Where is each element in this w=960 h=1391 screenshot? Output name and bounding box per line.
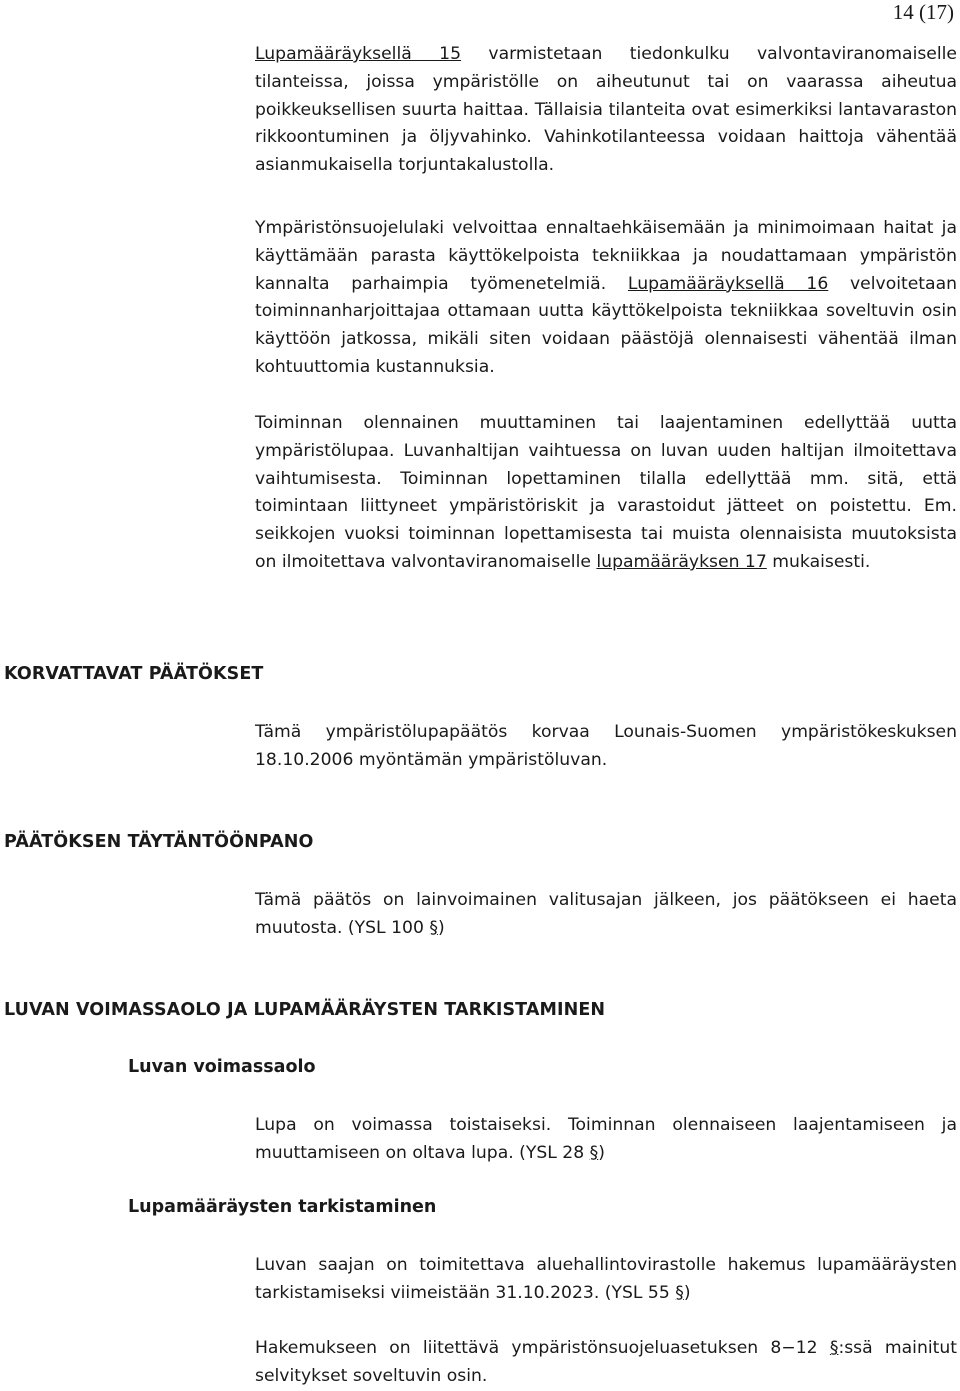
paragraph-text: Hakemukseen on liitettävä ympäristönsuojeluasetuksen 8−12 xyxy=(255,1338,830,1358)
paragraph-korvattavat: Tämä ympäristölupapäätös korvaa Lounais-Suomen ympäristökeskuksen 18.10.2006 myöntämän ympäristöluvan. xyxy=(255,722,957,770)
paragraph-taytantoonpano xyxy=(255,887,957,943)
paragraph-text: varmistetaan tiedonkulku valvontaviranomaiselle tilanteissa, joissa ympäristölle on aiheutunut tai on vaarassa aiheutua poikkeuksellisen suurta haittaa. Tällaisia tilanteita ovat esimerkiksi lantavaraston rikkoontuminen ja öljyvahinko. Vahinkotilanteessa voidaan haittoja vähentää asianmukaisella torjuntakalustolla. xyxy=(255,44,957,176)
link-lupamaarays-16[interactable]: Lupamääräyksellä 16 xyxy=(627,273,829,294)
subheading-lupamaaraysten-tarkistaminen: Lupamääräysten tarkistaminen xyxy=(128,1197,437,1217)
link-lupamaarays-15[interactable]: Lupamääräyksellä 15 xyxy=(255,44,462,64)
paragraph-tarkistaminen-hakemus xyxy=(255,1252,957,1308)
section-sign-link[interactable]: § xyxy=(829,1338,839,1358)
paragraph-lupamaarays-17 xyxy=(255,410,957,577)
heading-paatoksen-taytantoonpano: PÄÄTÖKSEN TÄYTÄNTÖÖNPANO xyxy=(4,832,314,852)
section-sign-link[interactable]: § xyxy=(675,1282,684,1303)
section-sign-link[interactable]: § xyxy=(589,1142,599,1163)
section-sign-link[interactable]: § xyxy=(429,917,438,938)
paragraph-text: :ssä mainitut selvitykset soveltuvin osin. xyxy=(255,1338,957,1386)
heading-luvan-voimassaolo-tarkistaminen: LUVAN VOIMASSAOLO JA LUPAMÄÄRÄYSTEN TARKISTAMINEN xyxy=(4,1000,606,1020)
page-number: 14 (17) xyxy=(892,0,954,24)
paragraph-text: ) xyxy=(437,917,445,938)
paragraph-tarkistaminen-liitteet xyxy=(255,1335,957,1391)
paragraph-text: mukaisesti. xyxy=(766,551,871,572)
paragraph-lupamaarays-15 xyxy=(255,41,957,180)
paragraph-text: Ympäristönsuojelulaki velvoittaa ennaltaehkäisemään ja minimoimaan haitat ja käyttämään parasta käyttökelpoista tekniikkaa ja noudattamaan ympäristön kannalta parhaimpia työmenetelmiä. xyxy=(255,218,957,294)
paragraph-text: Toiminnan olennainen muuttaminen tai laajentaminen edellyttää uutta ympäristölupaa. Luvanhaltijan vaihtuessa on luvan uuden haltijan ilmoitettava vaihtumisesta. Toiminnan lopettaminen tilalla edellyttää mm. sitä, että toimintaan liittyneet ympäristöriskit ja varastoidut jätteet on poistettu. Em. seikkojen vuoksi toiminnan lopettamisesta tai muista olennaisista muutoksista on ilmoitettava valvontaviranomaiselle xyxy=(255,413,957,572)
paragraph-text: ) xyxy=(683,1282,691,1303)
paragraph-lupamaarays-16 xyxy=(255,215,957,382)
paragraph-text: Lupa on voimassa toistaiseksi. Toiminnan olennaiseen laajentamiseen ja muuttamiseen on oltava lupa. (YSL 28 xyxy=(255,1115,957,1163)
paragraph-text: ) xyxy=(598,1142,605,1163)
paragraph-voimassaolo xyxy=(255,1112,957,1168)
link-lupamaarays-17[interactable]: lupamääräyksen 17 xyxy=(596,551,767,572)
paragraph-text: Tämä päätös on lainvoimainen valitusajan jälkeen, jos päätökseen ei haeta muutosta. (YSL 100 xyxy=(255,890,957,938)
heading-korvattavat-paatokset: KORVATTAVAT PÄÄTÖKSET xyxy=(4,664,264,684)
paragraph-text: velvoitetaan toiminnanharjoittajaa ottamaan uutta käyttökelpoista tekniikkaa soveltuvin osin käyttöön jatkossa, mikäli siten voidaan päästöjä olennaisesti vähentää ilman kohtuuttomia kustannuksia. xyxy=(255,273,958,377)
subheading-luvan-voimassaolo: Luvan voimassaolo xyxy=(128,1057,316,1077)
paragraph-text: Luvan saajan on toimitettava aluehallintovirastolle hakemus lupamääräysten tarkistamiseksi viimeistään 31.10.2023. (YSL 55 xyxy=(255,1255,957,1303)
